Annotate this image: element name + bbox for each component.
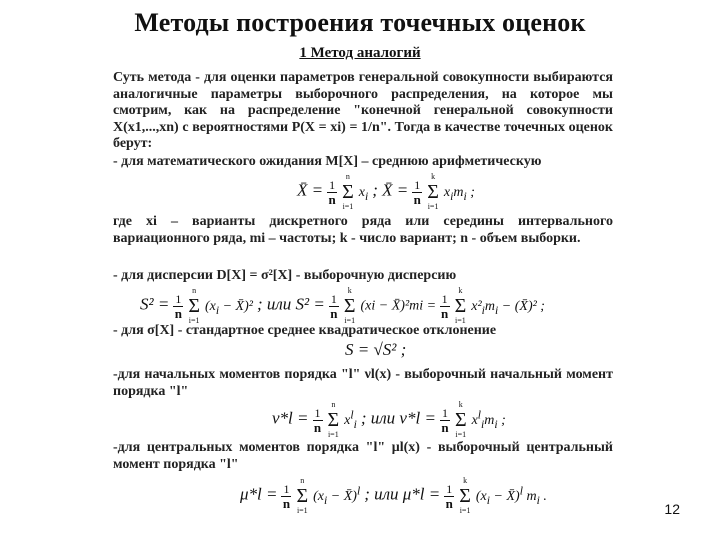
central-moment-lhs: μ*l = xyxy=(240,484,278,504)
variance-description-line: - для дисперсии D[X] = σ²[X] - выборочную дисперсию xyxy=(113,268,457,283)
initial-moment-formula: ν*l = $\frac{1}{n}$ n Σ i=1 $x^l_i$ ; или ν*l = $\frac{1}{n}$ k Σ i=1 $x^l_im_i$ ; xyxy=(272,400,506,439)
initial-moment-lhs: ν*l = xyxy=(272,408,309,428)
central-moment-formula: μ*l = $\frac{1}{n}$ n Σ i=1 ($x_i$ − X̄)$^l$ ; или μ*l = $\frac{1}{n}$ k Σ i=1 ($x_i$ − X̄)$^l$ $m_i$ . xyxy=(240,476,547,515)
central-moment-alt-lhs: ; или μ*l = xyxy=(364,484,441,504)
mean-weighted-lhs: ; X̄ = xyxy=(372,180,409,200)
std-formula: S = √S² ; xyxy=(345,340,407,359)
mean-formula: X̄ = $\frac{1}{n}$ n Σ i=1 $x_i$ ; X̄ = $\frac{1}{n}$ k Σ i=1 $x_im_i$ ; xyxy=(297,172,475,211)
initial-moments-paragraph: -для начальных моментов порядка "l" νl(x) - выборочный начальный момент порядка "l" xyxy=(113,367,613,399)
mean-description-line: - для математического ожидания M[X] – среднюю арифметическую xyxy=(113,154,542,169)
initial-moment-alt-lhs: ; или ν*l = xyxy=(360,408,436,428)
section-subtitle: 1 Метод аналогий xyxy=(299,45,421,61)
variance-tail: (xi − X̄)²mi = xyxy=(360,298,440,314)
variables-explanation-paragraph: где xi – варианты дискретного ряда или середины интервального вариационного ряда, mi – частоты; k - число вариант; n - объем выборки. xyxy=(113,214,613,246)
page-title: Методы построения точечных оценок xyxy=(134,8,586,37)
central-moments-paragraph: -для центральных моментов порядка "l" μl(x) - выборочный центральный момент порядка "l" xyxy=(113,440,613,472)
variance-lhs: S² = xyxy=(140,294,170,314)
method-description-paragraph: Суть метода - для оценки параметров генеральной совокупности выбираются аналогичные параметры выборочного распределения, на которое мы смотрим, как на распределение "конечной генеральной совокупности X(x1,...,xn) с вероятностями P(X = xi) = 1/n". Тогда в качестве точечных оценок берут: xyxy=(113,70,613,151)
mean-lhs: X̄ = xyxy=(297,180,324,200)
std-description-line: - для σ[X] - стандартное среднее квадратическое отклонение xyxy=(113,323,497,338)
variance-formula: S² = $\frac{1}{n}$ n Σ i=1 ($x_i$ − X̄)² ; или S² = $\frac{1}{n}$ k Σ i=1 (xi − X̄)²mi = $\frac{1}{n}$ k Σ i=1 $x^2_im_i$ − (X̄)² ; xyxy=(140,286,545,325)
page-number: 12 xyxy=(664,501,680,517)
variance-alt-lhs: ; или S² = xyxy=(256,294,325,314)
